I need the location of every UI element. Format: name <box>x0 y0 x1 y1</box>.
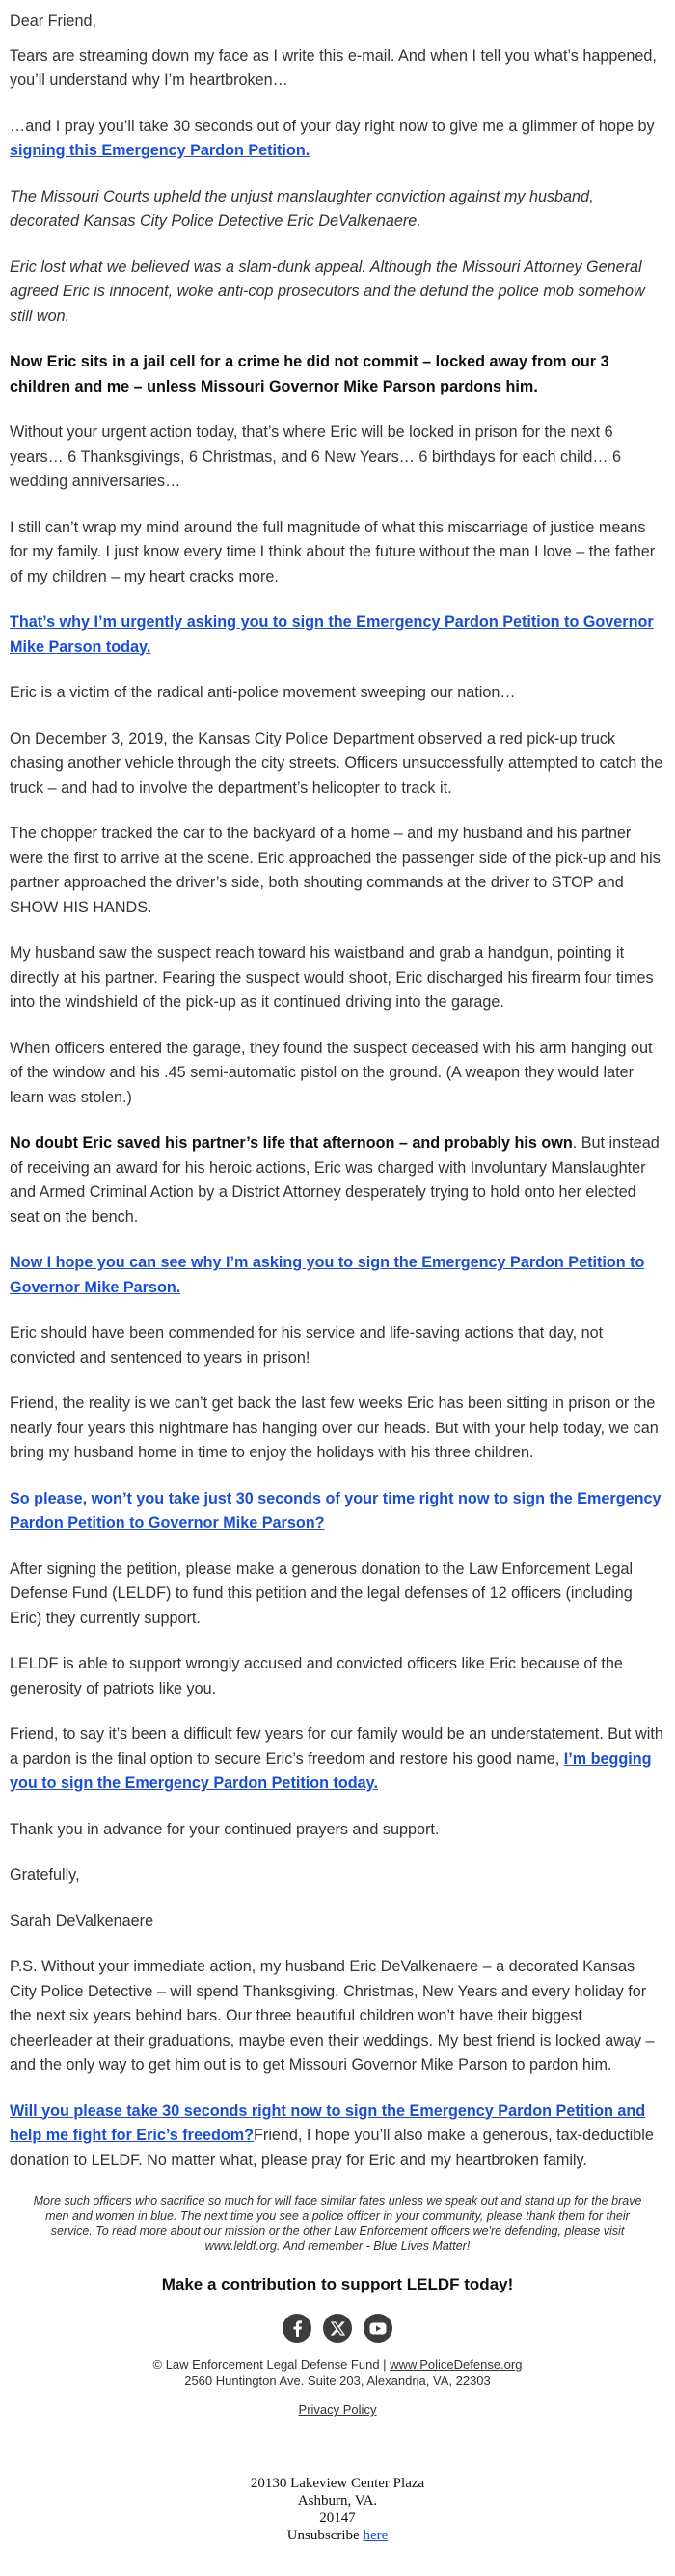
paragraph: Eric is a victim of the radical anti-police movement sweeping our nation… <box>10 684 516 701</box>
paragraph <box>10 115 665 164</box>
petition-link[interactable]: Now I hope you can see why I’m asking you to sign the Emergency Pardon Petition to Governor Mike Parson. <box>10 1254 645 1296</box>
unsubscribe <box>10 2527 665 2544</box>
facebook-icon[interactable] <box>283 2314 311 2343</box>
closing: Gratefully, <box>10 1866 80 1884</box>
bold-text: Now Eric sits in a jail cell for a crime he did not commit – locked away from our 3 children and me – unless Missouri Governor Mike Parson pardons him. <box>10 353 609 395</box>
signature: Sarah DeValkenaere <box>10 1912 154 1930</box>
petition-link[interactable]: That’s why I’m urgently asking you to sign the Emergency Pardon Petition to Governor Mike Parson today. <box>10 613 654 656</box>
paragraph: Eric should have been commended for his service and life-saving actions that day, not convicted and sentenced to years in prison! <box>10 1324 604 1367</box>
paragraph-text: Friend, to say it’s been a difficult few years for our family would be an understatement. But with a pardon is the final option to secure Eric’s freedom and restore his good name, <box>10 1725 663 1768</box>
letter <box>10 10 665 2173</box>
paragraph <box>10 2100 665 2174</box>
org-website-link[interactable]: www.PoliceDefense.org <box>390 2357 523 2372</box>
social-links <box>23 2314 652 2343</box>
postscript: P.S. Without your immediate action, my husband Eric DeValkenaere – a decorated Kansas City Police Detective – will spend Thanksgiving, Christmas, New Years and every holiday for the next six years behind bars. Our three beautiful children won’t have their biggest cheerleader at their graduations, maybe even their weddings. My best friend is locked away – and the only way to get him out is to get Missouri Governor Mike Parson to pardon him. <box>10 1958 655 2074</box>
mailing-address <box>10 2475 665 2563</box>
paragraph <box>10 1487 665 1536</box>
paragraph: My husband saw the suspect reach toward his waistband and grab a handgun, pointing it directly at his partner. Fearing the suspect would shoot, Eric discharged his firearm four times into the windshield of the pick-up as it continued driving into the garage. <box>10 944 654 1011</box>
paragraph: I still can’t wrap my mind around the full magnitude of what this miscarriage of justice means for my family. I just know every time I think about the future without the man I love – the father of my children – my heart cracks more. <box>10 518 656 585</box>
paragraph <box>10 610 665 660</box>
paragraph: The chopper tracked the car to the backyard of a home – and my husband and his partner were the first to arrive at the scene. Eric approached the passenger side of the pick-up and his partner approached the driver’s side, both shouting commands at the driver to STOP and SHOW HIS HANDS. <box>10 825 661 916</box>
youtube-icon[interactable] <box>364 2314 392 2343</box>
paragraph: LELDF is able to support wrongly accused and convicted officers like Eric because of the generosity of patriots like you. <box>10 1655 623 1697</box>
x-icon[interactable] <box>323 2314 352 2343</box>
bold-text: No doubt Eric saved his partner’s life that afternoon – and probably his own <box>10 1134 573 1152</box>
org-copyright: © Law Enforcement Legal Defense Fund | <box>152 2357 391 2372</box>
address-line: 20130 Lakeview Center Plaza <box>250 2476 425 2491</box>
paragraph-text: …and I pray you’ll take 30 seconds out of your day right now to give me a glimmer of hope by <box>10 117 655 135</box>
paragraph <box>10 1251 665 1300</box>
org-address: 2560 Huntington Ave. Suite 203, Alexandria, VA, 22303 <box>184 2373 491 2388</box>
paragraph: On December 3, 2019, the Kansas City Police Department observed a red pick-up truck chasing another vehicle through the city streets. Officers unsuccessfully attempted to catch the truck – and had to involve the department’s helicopter to track it. <box>10 729 663 797</box>
privacy-policy-link[interactable]: Privacy Policy <box>298 2402 377 2417</box>
paragraph <box>10 350 665 399</box>
paragraph-text: . But instead of receiving an award for his heroic actions, Eric was charged with Involuntary Manslaughter and Armed Criminal Action by a District Attorney desperately trying to hold onto her elected seat on the bench. <box>10 1134 660 1226</box>
unsubscribe-text: Unsubscribe <box>286 2528 364 2543</box>
address-line: 20147 <box>319 2510 356 2526</box>
petition-link[interactable]: I’m begging you to sign the Emergency Pardon Petition today. <box>10 1749 652 1792</box>
footer-disclaimer: More such officers who sacrifice so much for will face similar fates unless we speak out and stand up for the brave men and women in blue. The next time you see a police officer in your community, please thank them for their service. To read more about our mission or the other Law Enforcement officers we're defending, please visit www.leldf.org. And remember - Blue Lives Matter! <box>33 2194 642 2253</box>
paragraph: Tears are streaming down my face as I write this e-mail. And when I tell you what’s happened, you’ll understand why I’m heartbroken… <box>10 46 657 89</box>
paragraph: After signing the petition, please make a generous donation to the Law Enforcement Legal Defense Fund (LELDF) to fund this petition and the legal defenses of 12 officers (including Eric) they currently support. <box>10 1559 634 1627</box>
paragraph: Thank you in advance for your continued prayers and support. <box>10 1820 440 1838</box>
paragraph: Without your urgent action today, that’s where Eric will be locked in prison for the next 6 years… 6 Thanksgivings, 6 Christmas, and 6 New Years… 6 birthdays for each child… 6 wedding anniversaries… <box>10 423 622 490</box>
petition-link[interactable]: So please, won’t you take just 30 seconds of your time right now to sign the Emergency Pardon Petition to Governor Mike Parson? <box>10 1489 662 1532</box>
greeting: Dear Friend, <box>10 13 96 30</box>
paragraph <box>10 1131 665 1230</box>
paragraph-text: Friend, I hope you’ll also make a generous, tax-deductible donation to LELDF. No matter what, please pray for Eric and my heartbroken family. <box>10 2127 654 2169</box>
paragraph: When officers entered the garage, they found the suspect deceased with his arm hanging out of the window and his .45 semi-automatic pistol on the ground. (A weapon they would later learn was stolen.) <box>10 1039 653 1106</box>
petition-link[interactable]: signing this Emergency Pardon Petition. <box>10 142 310 159</box>
contribute-link[interactable]: Make a contribution to support LELDF today! <box>161 2275 514 2293</box>
unsubscribe-link[interactable]: here <box>363 2528 389 2543</box>
address-line: Ashburn, VA. <box>297 2493 378 2508</box>
paragraph: Eric lost what we believed was a slam-dunk appeal. Although the Missouri Attorney General agreed Eric is innocent, woke anti-cop prosecutors and the defund the police mob somehow still won. <box>10 258 645 325</box>
petition-link[interactable]: Will you please take 30 seconds right now to sign the Emergency Pardon Petition and help me fight for Eric’s freedom? <box>10 2101 646 2144</box>
org-info <box>23 2356 652 2389</box>
paragraph: Friend, the reality is we can’t get back the last few weeks Eric has been sitting in prison or the nearly four years this nightmare has hanging over our heads. But with your help today, we can bring my husband home in time to enjoy the holidays with his three children. <box>10 1395 659 1461</box>
footer <box>10 2194 665 2475</box>
paragraph <box>10 1722 665 1797</box>
paragraph: The Missouri Courts upheld the unjust manslaughter conviction against my husband, decorated Kansas City Police Detective Eric DeValkenaere. <box>10 187 594 230</box>
